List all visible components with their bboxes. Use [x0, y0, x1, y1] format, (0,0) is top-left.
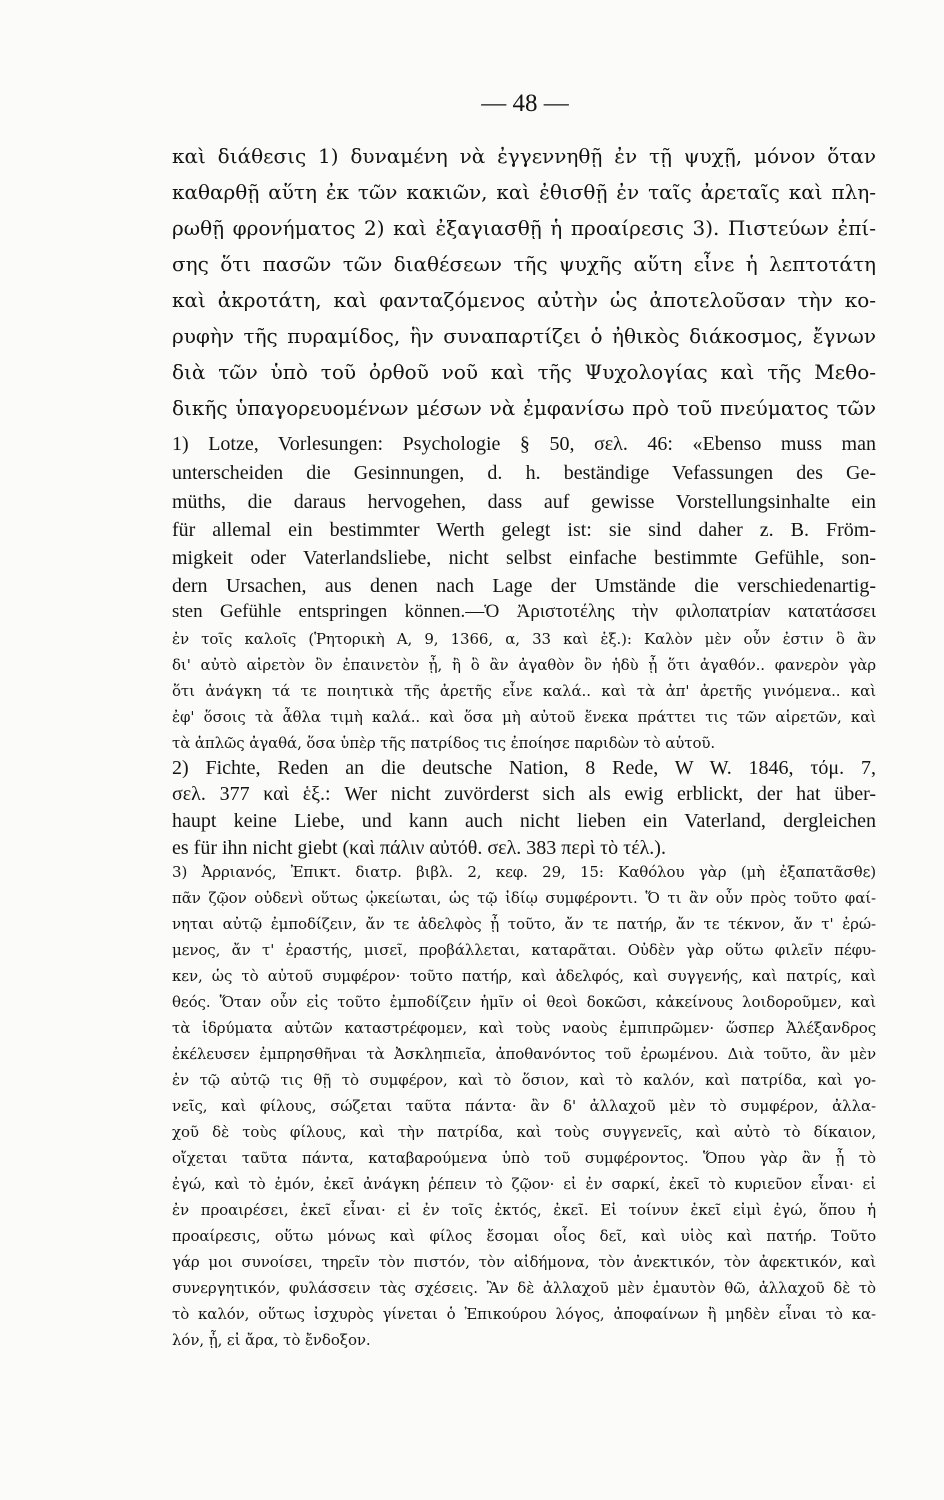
main-text-line: καὶ διάθεσις 1) δυναμένη νὰ ἐγγεννηθῇ ἐν τῇ ψυχῇ, μόνον ὅταν — [172, 144, 876, 168]
footnote-line: sten Gefühle entspringen können.—Ὁ Ἀριστοτέλης τὴν φιλοπατρίαν κατατάσσει — [172, 601, 876, 622]
footnote-line: ἐφ' ὅσοις τὰ ἆθλα τιμὴ καλά.. καὶ ὅσα μὴ αὐτοῦ ἕνεκα πράττει τις τῶν αἱρετῶν, καὶ — [172, 708, 876, 726]
footnote-line: προαίρεσις, οὕτω μόνως καὶ φίλος ἔσομαι οἷος δεῖ, καὶ υἱὸς καὶ πατήρ. Τοῦτο — [172, 1227, 876, 1245]
footnote-line: πᾶν ζῷον οὐδενὶ οὕτως ᾠκείωται, ὡς τῷ ἰδίῳ συμφέροντι. Ὅ τι ἂν οὖν πρὸς τοῦτο φαί- — [172, 889, 876, 907]
page-number: — 48 — — [481, 90, 569, 117]
main-text-line: σης ὅτι πασῶν τῶν διαθέσεων τῆς ψυχῆς αὕτη εἶνε ἡ λεπτοτάτη — [172, 252, 876, 276]
footnote-line: λόν, ᾖ, εἰ ἄρα, τὸ ἔνδοξον. — [172, 1331, 371, 1349]
footnote-line: müths, die daraus hervogehen, dass auf gewisse Vorstellungsinhalte ein — [172, 491, 876, 513]
footnote-line: γάρ μοι συνοίσει, τηρεῖν τὸν πιστόν, τὸν αἰδήμονα, τὸν ἀνεκτικόν, τὸν ἀφεκτικόν, καὶ — [172, 1253, 876, 1271]
footnote-line: τὸ καλόν, οὕτως ἰσχυρὸς γίνεται ὁ Ἐπικούρου λόγος, ἀποφαίνων ἢ μηδὲν εἶναι τὸ κα- — [172, 1305, 876, 1323]
footnote-line: θεός. Ὅταν οὖν εἰς τοῦτο ἐμποδίζειν ἡμῖν οἱ θεοὶ δοκῶσι, κἀκείνους λοιδοροῦμεν, καὶ — [172, 993, 876, 1011]
footnote-line: κεν, ὡς τὸ αὐτοῦ συμφέρον· τοῦτο πατήρ, καὶ ἀδελφός, καὶ συγγενής, καὶ πατρίς, καὶ — [172, 967, 876, 985]
footnote-line: συνεργητικόν, φυλάσσειν τὰς σχέσεις. Ἂν δὲ ἀλλαχοῦ μὲν ἐμαυτὸν θῶ, ἀλλαχοῦ δὲ τὸ — [172, 1279, 876, 1297]
footnote-line: es für ihn nicht giebt (καὶ πάλιν αὐτόθ. σελ. 383 περὶ τὸ τέλ.). — [172, 837, 666, 859]
main-text-line: ρυφὴν τῆς πυραμίδος, ἣν συναπαρτίζει ὁ ἠθικὸς διάκοσμος, ἔγνων — [172, 324, 876, 348]
footnote-line: οἴχεται ταῦτα πάντα, καταβαρούμενα ὑπὸ τοῦ συμφέροντος. Ὅπου γὰρ ἂν ᾖ τὸ — [172, 1149, 876, 1167]
footnote-line: haupt keine Liebe, und kann auch nicht lieben ein Vaterland, dergleichen — [172, 810, 876, 832]
footnote-line: δι' αὐτὸ αἱρετὸν ὂν ἐπαινετὸν ᾖ, ἢ ὃ ἂν ἀγαθὸν ὂν ἡδὺ ᾖ ὅτι ἀγαθόν.. φανερὸν γὰρ — [172, 656, 876, 674]
main-text-line: διὰ τῶν ὑπὸ τοῦ ὀρθοῦ νοῦ καὶ τῆς Ψυχολογίας καὶ τῆς Μεθο- — [172, 360, 876, 384]
footnote-line: dern Ursachen, aus denen nach Lage der Umstände die verschiedenartig- — [172, 575, 876, 597]
footnote-line: τὰ ἁπλῶς ἀγαθά, ὅσα ὑπὲρ τῆς πατρίδος τις ἐποίησε παριδὼν τὸ αὑτοῦ. — [172, 734, 716, 752]
footnote-line: σελ. 377 καὶ ἑξ.: Wer nicht zuvörderst sich als ewig erblickt, der hat über- — [172, 783, 876, 805]
footnote-line: unterscheiden die Gesinnungen, d. h. beständige Vefassungen des Ge- — [172, 462, 876, 484]
main-text-line: καθαρθῇ αὕτη ἐκ τῶν κακιῶν, καὶ ἐθισθῇ ἐν ταῖς ἀρεταῖς καὶ πλη- — [172, 180, 876, 204]
footnote-line: τὰ ἱδρύματα αὐτῶν καταστρέφομεν, καὶ τοὺς ναοὺς ἐμπιπρῶμεν· ὥσπερ Ἀλέξανδρος — [172, 1019, 876, 1037]
main-text-line: δικῆς ὑπαγορευομένων μέσων νὰ ἐμφανίσω πρὸ τοῦ πνεύματος τῶν — [172, 396, 876, 420]
footnote-line: ὅτι ἀνάγκη τά τε ποιητικὰ τῆς ἀρετῆς εἶνε καλά.. καὶ τὰ ἀπ' ἀρετῆς γινόμενα.. καὶ — [172, 682, 876, 700]
footnote-line: ἐν προαιρέσει, ἐκεῖ εἶναι· εἰ ἐν τοῖς ἐκτός, ἐκεῖ. Εἰ τοίνυν ἐκεῖ εἰμὶ ἐγώ, ὅπου ἡ — [172, 1201, 876, 1219]
footnote-line: migkeit oder Vaterlandsliebe, nicht selbst einfache bestimmte Gefühle, son- — [172, 547, 876, 569]
footnote-line: ἐκέλευσεν ἐμπρησθῆναι τὰ Ἀσκληπιεῖα, ἀποθανόντος τοῦ ἐρωμένου. Διὰ τοῦτο, ἂν μὲν — [172, 1045, 876, 1063]
footnote-line: νεῖς, καὶ φίλους, σώζεται ταῦτα πάντα· ἂν δ' ἀλλαχοῦ μὲν τὸ συμφέρον, ἀλλα- — [172, 1097, 876, 1115]
footnote-line: νηται αὐτῷ ἐμποδίζειν, ἄν τε ἀδελφὸς ᾖ τοῦτο, ἄν τε πατήρ, ἄν τε τέκνον, ἄν τ' ἐρώ- — [172, 915, 876, 933]
main-text-line: ρωθῇ φρονήματος 2) καὶ ἐξαγιασθῇ ἡ προαίρεσις 3). Πιστεύων ἐπί- — [172, 216, 876, 240]
footnote-line: ἐγώ, καὶ τὸ ἐμόν, ἐκεῖ ἀνάγκη ῥέπειν τὸ ζῷον· εἰ ἐν σαρκί, ἐκεῖ τὸ κυριεῦον εἶναι· εἰ — [172, 1175, 876, 1193]
footnote-line: für allemal ein bestimmter Werth gelegt ist: sie sind daher z. B. Fröm- — [172, 519, 876, 541]
footnote-line: ἐν τοῖς καλοῖς (Ῥητορικὴ Α, 9, 1366, α, 33 καὶ ἑξ.): Καλὸν μὲν οὖν ἐστιν ὃ ἂν — [172, 630, 876, 648]
footnote-line: 3) Ἀρριανός, Ἐπικτ. διατρ. βιβλ. 2, κεφ. 29, 15: Καθόλου γὰρ (μὴ ἐξαπατᾶσθε) — [172, 863, 876, 881]
footnote-line: μενος, ἄν τ' ἐραστής, μισεῖ, προβάλλεται, καταρᾶται. Οὐδὲν γὰρ οὕτω φιλεῖν πέφυ- — [172, 941, 876, 959]
footnote-line: 2) Fichte, Reden an die deutsche Nation, 8 Rede, W W. 1846, τόμ. 7, — [172, 757, 876, 779]
footnote-line: χοῦ δὲ τοὺς φίλους, καὶ τὴν πατρίδα, καὶ τοὺς συγγενεῖς, καὶ αὐτὸ τὸ δίκαιον, — [172, 1123, 876, 1141]
main-text-line: καὶ ἀκροτάτη, καὶ φανταζόμενος αὐτὴν ὡς ἀποτελοῦσαν τὴν κο- — [172, 288, 876, 312]
footnote-line: 1) Lotze, Vorlesungen: Psychologie § 50, σελ. 46: «Ebenso muss man — [172, 433, 876, 455]
footnote-line: ἐν τῷ αὐτῷ τις θῇ τὸ συμφέρον, καὶ τὸ ὅσιον, καὶ τὸ καλόν, καὶ πατρίδα, καὶ γο- — [172, 1071, 876, 1089]
